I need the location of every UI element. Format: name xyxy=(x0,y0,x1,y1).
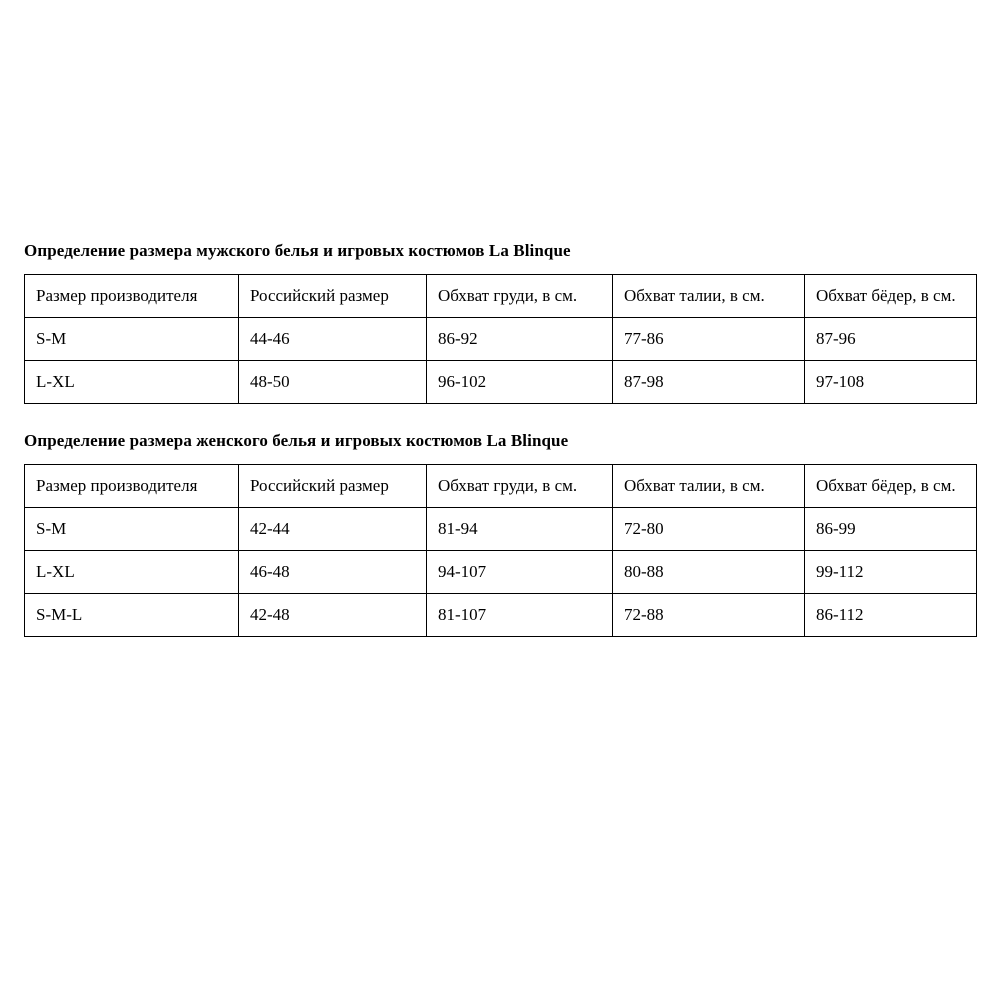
table-cell: S-M xyxy=(25,318,239,361)
table-cell: S-M-L xyxy=(25,594,239,637)
document-body xyxy=(24,240,976,637)
womens-size-table xyxy=(24,464,977,637)
table-cell: 81-94 xyxy=(427,508,613,551)
table-header-row xyxy=(25,275,977,318)
table-cell: 72-88 xyxy=(613,594,805,637)
mens-size-title: Определение размера мужского белья и игровых костюмов La Blinque xyxy=(24,241,571,260)
column-header: Российский размер xyxy=(239,275,427,318)
table-cell: 86-92 xyxy=(427,318,613,361)
column-header: Российский размер xyxy=(239,465,427,508)
table-row xyxy=(25,361,977,404)
table-cell: 81-107 xyxy=(427,594,613,637)
table-cell: L-XL xyxy=(25,361,239,404)
table-cell: 87-96 xyxy=(805,318,977,361)
table-cell: 77-86 xyxy=(613,318,805,361)
table-cell: S-M xyxy=(25,508,239,551)
table-row xyxy=(25,508,977,551)
table-cell: 44-46 xyxy=(239,318,427,361)
table-cell: 48-50 xyxy=(239,361,427,404)
table-cell: 80-88 xyxy=(613,551,805,594)
table-cell: 86-99 xyxy=(805,508,977,551)
table-cell: 96-102 xyxy=(427,361,613,404)
womens-size-section xyxy=(24,430,976,637)
column-header: Обхват груди, в см. xyxy=(427,275,613,318)
table-cell: 42-48 xyxy=(239,594,427,637)
table-cell: L-XL xyxy=(25,551,239,594)
column-header: Размер производителя xyxy=(25,465,239,508)
table-cell: 42-44 xyxy=(239,508,427,551)
table-cell: 86-112 xyxy=(805,594,977,637)
table-row xyxy=(25,551,977,594)
column-header: Обхват бёдер, в см. xyxy=(805,275,977,318)
table-cell: 46-48 xyxy=(239,551,427,594)
column-header: Обхват бёдер, в см. xyxy=(805,465,977,508)
mens-size-table xyxy=(24,274,977,404)
table-header-row xyxy=(25,465,977,508)
table-cell: 87-98 xyxy=(613,361,805,404)
womens-size-title: Определение размера женского белья и игровых костюмов La Blinque xyxy=(24,431,569,451)
table-cell: 99-112 xyxy=(805,551,977,594)
column-header: Обхват груди, в см. xyxy=(427,465,613,508)
table-cell: 97-108 xyxy=(805,361,977,404)
table-row xyxy=(25,318,977,361)
mens-size-section xyxy=(24,240,976,404)
table-cell: 72-80 xyxy=(613,508,805,551)
table-row xyxy=(25,594,977,637)
column-header: Обхват талии, в см. xyxy=(613,465,805,508)
table-cell: 94-107 xyxy=(427,551,613,594)
column-header: Размер производителя xyxy=(25,275,239,318)
column-header: Обхват талии, в см. xyxy=(613,275,805,318)
